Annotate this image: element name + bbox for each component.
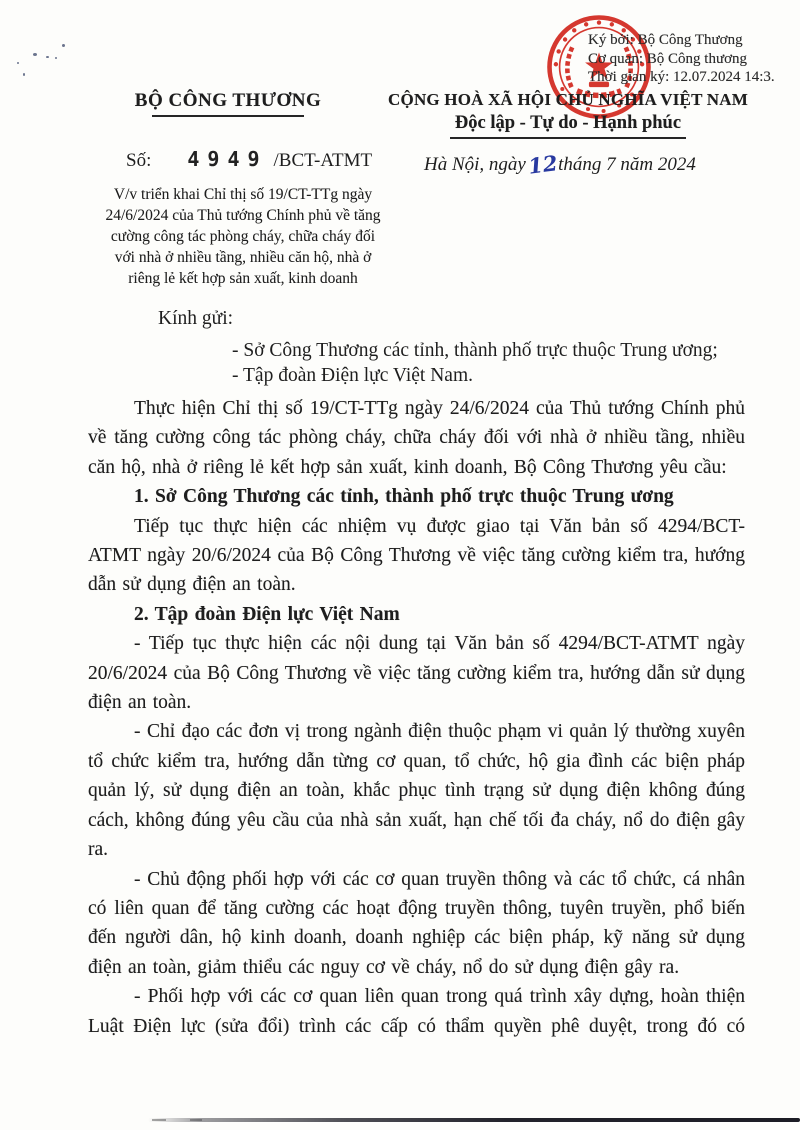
scan-edge-line	[148, 1118, 800, 1122]
national-motto: Độc lập - Tự do - Hạnh phúc	[454, 113, 682, 133]
place-date-line	[424, 150, 696, 179]
recipient-item: - Tập đoàn Điện lực Việt Nam.	[232, 365, 473, 386]
signature-signer: Ký bởi: Bộ Công Thương	[588, 32, 743, 48]
digital-signature-block	[588, 31, 775, 87]
paragraph-section2-a: - Tiếp tục thực hiện các nội dung tại Văn bản số 4294/BCT-ATMT ngày 20/6/2024 của Bộ Công Thương về việc tăng cường kiểm tra, hướng dẫn sử dụng điện an toàn.	[88, 633, 745, 714]
handwritten-day: 12	[526, 150, 559, 179]
stamped-number: 4949	[187, 147, 268, 171]
paragraph-section2-c: - Chủ động phối hợp với các cơ quan truyền thông và các tổ chức, cá nhân có liên quan để tăng cường các hoạt động truyền thông, tuyên truyền, phổ biến đến người dân, hộ kinh doanh, doanh nghiệp các biện pháp, kỹ năng sử dụng điện an toàn, giảm thiểu các nguy cơ về cháy, nổ do sử dụng điện gây ra.	[88, 868, 745, 978]
section-heading-2: 2. Tập đoàn Điện lực Việt Nam	[134, 603, 400, 625]
paragraph-section2-d: - Phối hợp với các cơ quan liên quan trong quá trình xây dựng, hoàn thiện Luật Điện lực (sửa đổi) trình các cấp có thẩm quyền phê duyệt, trong đó có	[88, 986, 745, 1037]
motto-underline	[450, 137, 686, 139]
header-national-block	[373, 90, 763, 139]
paragraph-section1: Tiếp tục thực hiện các nhiệm vụ được giao tại Văn bản số 4294/BCT-ATMT ngày 20/6/2024 của Bộ Công Thương về việc tăng cường kiểm tra, hướng dẫn sử dụng điện an toàn.	[88, 515, 745, 596]
signature-timestamp: Thời gian ký: 12.07.2024 14:3.	[588, 69, 775, 85]
agency-underline	[152, 115, 304, 117]
letter-body	[88, 394, 745, 1041]
number-label: Số:	[126, 150, 152, 171]
header-agency-block	[103, 90, 353, 117]
paragraph-intro: Thực hiện Chỉ thị số 19/CT-TTg ngày 24/6/2024 của Thủ tướng Chính phủ về tăng cường công tác phòng cháy, chữa cháy đối với nhà ở nhiều tầng, nhiều căn hộ, nhà ở riêng lẻ kết hợp sản xuất, kinh doanh, Bộ Công Thương yêu cầu:	[88, 398, 745, 478]
date-prefix: Hà Nội, ngày	[424, 154, 526, 175]
recipient-item: - Sở Công Thương các tỉnh, thành phố trực thuộc Trung ương;	[232, 340, 718, 361]
subject-line: V/v triển khai Chỉ thị số 19/CT-TTg ngày 24/6/2024 của Thủ tướng Chính phủ về tăng cường công tác phòng cháy, chữa cháy đối với nhà ở nhiều tầng, nhiều căn hộ, nhà ở riêng lẻ kết hợp sản xuất, kinh doanh	[105, 186, 381, 287]
paragraph-section2-b: - Chỉ đạo các đơn vị trong ngành điện thuộc phạm vi quản lý thường xuyên tổ chức kiểm tra, hướng dẫn từng cơ quan, tổ chức, hộ gia đình các biện pháp quản lý, sử dụng điện an toàn, khắc phục tình trạng sử dụng điện không đúng cách, không đúng yêu cầu của nhà sản xuất, hạn chế tối đa cháy, nổ do điện gây ra.	[88, 721, 745, 861]
agency-name: BỘ CÔNG THƯƠNG	[134, 90, 322, 111]
recipients-label: Kính gửi:	[158, 308, 234, 329]
date-suffix: tháng 7 năm 2024	[558, 154, 696, 175]
document-number-line	[126, 147, 372, 172]
national-title: CỘNG HOÀ XÃ HỘI CHỦ NGHĨA VIỆT NAM	[388, 90, 748, 109]
recipients-block	[158, 306, 718, 388]
number-suffix: /BCT-ATMT	[273, 150, 373, 171]
section-heading-1: 1. Sở Công Thương các tỉnh, thành phố trực thuộc Trung ương	[134, 486, 674, 508]
signature-agency: Cơ quan: Bộ Công thương	[588, 50, 748, 67]
